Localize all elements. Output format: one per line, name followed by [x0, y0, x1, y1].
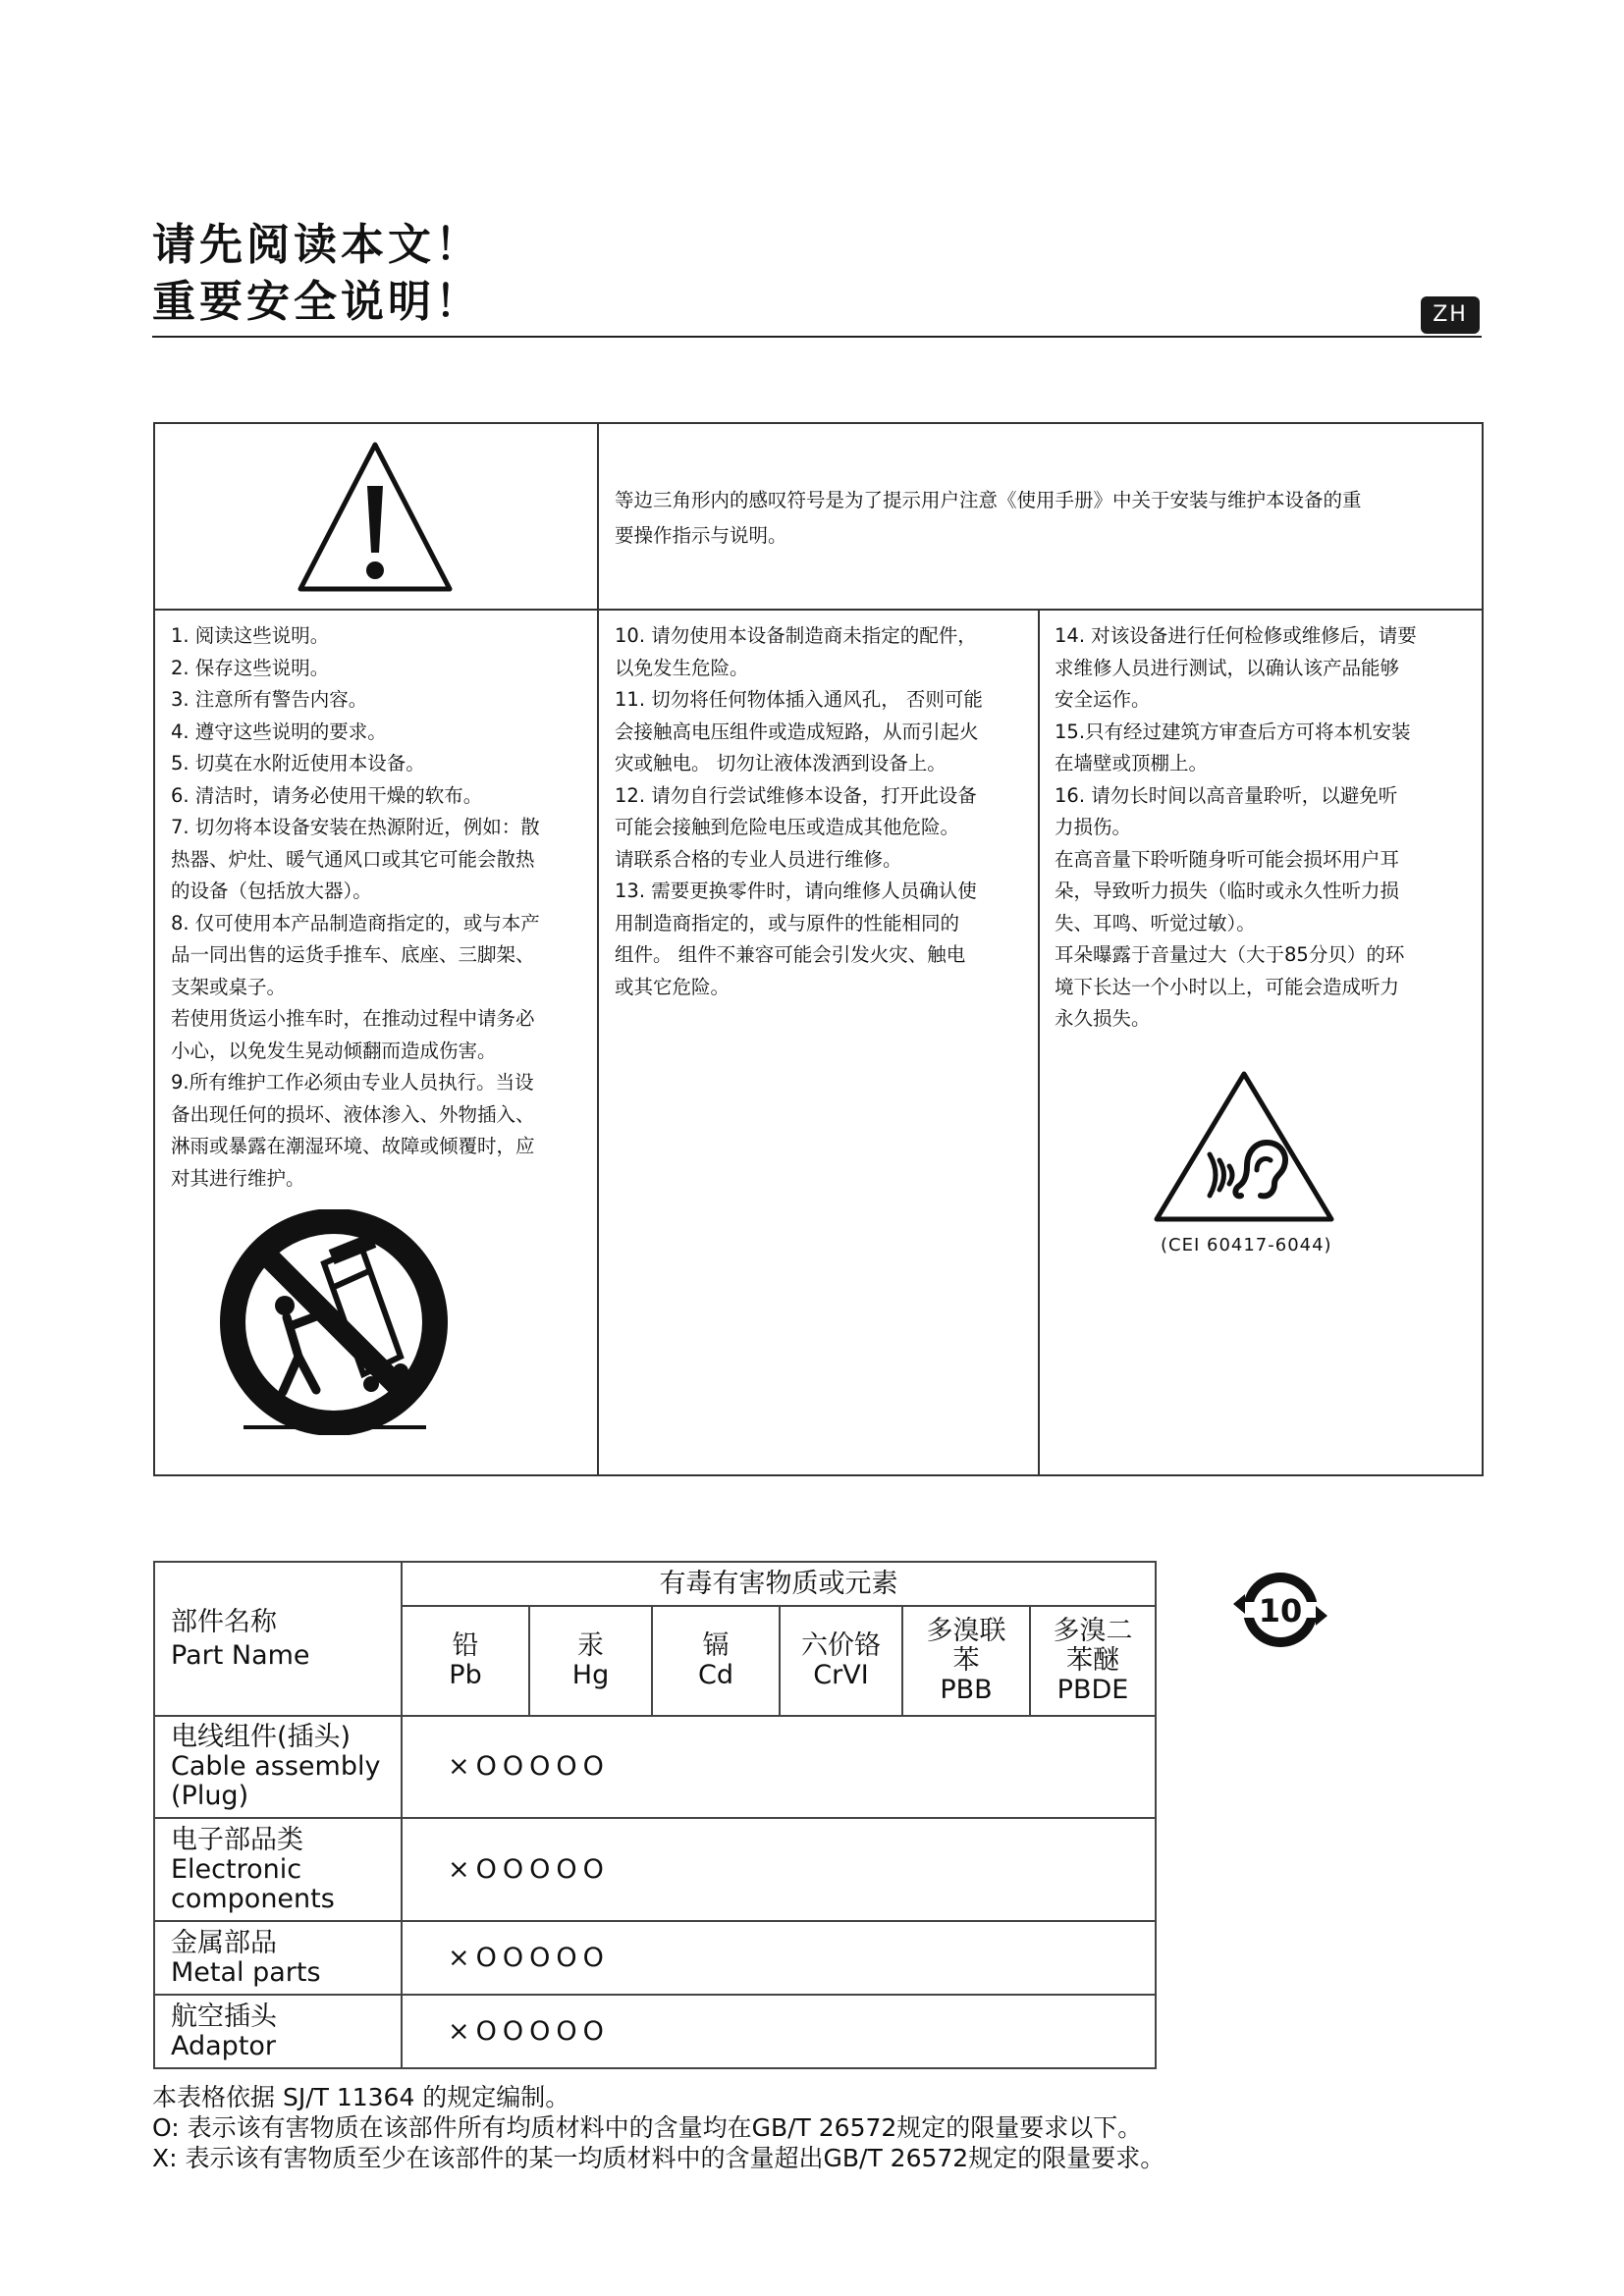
table-row-part: 金属部品 Metal parts: [154, 1921, 402, 1995]
table-note-1: 本表格依据 SJ/T 11364 的规定编制。: [152, 2083, 570, 2111]
title-line-1: 请先阅读本文！: [152, 220, 482, 270]
instruction-line: 若使用货运小推车时，在推动过程中请务必: [171, 1007, 535, 1030]
instruction-line: 3. 注意所有警告内容。: [171, 688, 368, 711]
instruction-line: 耳朵曝露于音量过大（大于85分贝）的环: [1055, 943, 1405, 966]
instruction-line: 对其进行维护。: [171, 1166, 305, 1190]
substance-header: [780, 1606, 902, 1716]
instruction-line: 请联系合格的专业人员进行维修。: [615, 847, 902, 871]
substance-header: [402, 1606, 529, 1716]
hearing-icon-caption: (CEI 60417-6044): [1161, 1235, 1332, 1255]
instructions-column-3: [1055, 620, 1417, 1036]
instruction-line: 16. 请勿长时间以高音量聆听，以避免听: [1055, 783, 1398, 807]
instruction-line: 11. 切勿将任何物体插入通风孔， 否则可能: [615, 688, 983, 711]
table-row-part: 电线组件(插头) Cable assembly (Plug): [154, 1716, 402, 1818]
table-row-marks: ×OOOOO: [402, 1716, 1156, 1818]
language-badge: ZH: [1421, 296, 1480, 334]
efup-10-years-icon: [1231, 1567, 1329, 1653]
table-note-3: X: 表示该有害物质至少在该部件的某一均质材料中的含量超出GB/T 26572规定的限量要求。: [152, 2144, 1165, 2172]
instruction-line: 组件。 组件不兼容可能会引发火灾、触电: [615, 943, 966, 966]
title-line-2: 重要安全说明！: [152, 277, 482, 327]
instruction-line: 13. 需要更换零件时，请向维修人员确认使: [615, 880, 977, 902]
instruction-line: 小心，以免发生晃动倾翻而造成伤害。: [171, 1039, 497, 1062]
substance-cn: 六价铬: [801, 1630, 881, 1661]
hazardous-substances-table: [153, 1561, 1157, 2069]
table-row-marks: ×OOOOO: [402, 1995, 1156, 2068]
intro-line: 要操作指示与说明。: [615, 524, 787, 547]
substance-cn: 多溴联 苯: [926, 1616, 1006, 1676]
instruction-line: 境下长达一个小时以上，可能会造成听力: [1055, 975, 1400, 998]
warning-triangle-icon: [295, 437, 456, 594]
intro-line: 等边三角形内的感叹符号是为了提示用户注意《使用手册》中关于安装与维护本设备的重: [615, 489, 1362, 511]
instruction-line: 品一同出售的运货手推车、底座、三脚架、: [171, 943, 535, 966]
substance-en: PBB: [940, 1675, 993, 1705]
substance-cn: 汞: [577, 1630, 604, 1661]
instruction-line: 14. 对该设备进行任何检修或维修后，请要: [1055, 624, 1417, 647]
substance-en: Cd: [698, 1660, 733, 1690]
instruction-line: 备出现任何的损坏、液体渗入、外物插入、: [171, 1102, 535, 1126]
instruction-line: 或其它危险。: [615, 975, 731, 998]
substance-cn: 铅: [452, 1630, 479, 1661]
instruction-line: 7. 切勿将本设备安装在热源附近，例如：散: [171, 816, 540, 838]
instruction-line: 2. 保存这些说明。: [171, 656, 330, 679]
instructions-column-2: [615, 620, 983, 1003]
efup-label: 10: [1258, 1592, 1303, 1629]
instruction-line: 15.只有经过建筑方审查后方可将本机安装: [1055, 720, 1411, 743]
row-divider: [153, 609, 1484, 611]
table-note-2: O: 表示该有害物质在该部件所有均质材料中的含量均在GB/T 26572规定的限量要求以下。: [152, 2113, 1143, 2142]
instruction-line: 失、耳鸣、听觉过敏）。: [1055, 911, 1256, 934]
substance-en: CrVI: [813, 1660, 869, 1690]
column-divider-2: [1038, 609, 1040, 1476]
substance-cn: 多溴二 苯醚: [1053, 1616, 1133, 1676]
instruction-line: 灾或触电。 切勿让液体泼洒到设备上。: [615, 752, 947, 774]
instruction-line: 淋雨或暴露在潮湿环境、故障或倾覆时，应: [171, 1135, 535, 1157]
substance-en: PBDE: [1056, 1675, 1129, 1705]
part-name-cn: 部件名称: [171, 1606, 277, 1637]
intro-text: [615, 483, 1469, 554]
instruction-line: 支架或桌子。: [171, 975, 287, 998]
instruction-line: 热器、炉灶、暖气通风口或其它可能会散热: [171, 847, 535, 871]
instruction-line: 安全运作。: [1055, 688, 1151, 711]
substance-header: [529, 1606, 652, 1716]
substance-en: Pb: [449, 1660, 482, 1690]
column-divider-1: [597, 422, 599, 1476]
substance-header: [902, 1606, 1030, 1716]
instruction-line: 求维修人员进行测试，以确认该产品能够: [1055, 656, 1400, 679]
instructions-column-1: [171, 620, 540, 1195]
part-name-en: Part Name: [171, 1639, 310, 1671]
instruction-line: 6. 清洁时，请务必使用干燥的软布。: [171, 783, 483, 807]
instruction-line: 永久损失。: [1055, 1007, 1151, 1030]
instruction-line: 朵，导致听力损失（临时或永久性听力损: [1055, 880, 1400, 902]
instruction-line: 力损伤。: [1055, 816, 1132, 838]
cart-tip-over-warning-icon: [214, 1209, 450, 1435]
hearing-damage-warning-icon: [1151, 1068, 1337, 1225]
table-row-marks: ×OOOOO: [402, 1921, 1156, 1995]
table-row-part: 电子部品类 Electronic components: [154, 1818, 402, 1921]
substance-header: [652, 1606, 780, 1716]
instruction-line: 1. 阅读这些说明。: [171, 624, 330, 647]
substances-group-header: 有毒有害物质或元素: [402, 1562, 1156, 1606]
instruction-line: 会接触高电压组件或造成短路，从而引起火: [615, 720, 979, 743]
instruction-line: 的设备（包括放大器）。: [171, 880, 372, 902]
instruction-line: 可能会接触到危险电压或造成其他危险。: [615, 816, 960, 838]
instruction-line: 10. 请勿使用本设备制造商未指定的配件，: [615, 624, 977, 647]
title-rule: [152, 336, 1482, 338]
instruction-line: 在墙壁或顶棚上。: [1055, 752, 1209, 774]
instruction-line: 4. 遵守这些说明的要求。: [171, 720, 387, 743]
instruction-line: 8. 仅可使用本产品制造商指定的，或与本产: [171, 911, 540, 934]
instruction-line: 5. 切莫在水附近使用本设备。: [171, 752, 425, 774]
instruction-line: 9.所有维护工作必须由专业人员执行。当设: [171, 1071, 534, 1094]
instruction-line: 在高音量下聆听随身听可能会损坏用户耳: [1055, 847, 1400, 871]
substance-header: [1030, 1606, 1156, 1716]
table-row-marks: ×OOOOO: [402, 1818, 1156, 1921]
substance-cn: 镉: [702, 1630, 730, 1661]
part-name-header: [154, 1562, 402, 1716]
instruction-line: 以免发生危险。: [615, 656, 749, 679]
instruction-line: 用制造商指定的，或与原件的性能相同的: [615, 911, 960, 934]
table-row-part: 航空插头 Adaptor: [154, 1995, 402, 2068]
instruction-line: 12. 请勿自行尝试维修本设备，打开此设备: [615, 783, 977, 807]
substance-en: Hg: [571, 1660, 610, 1690]
